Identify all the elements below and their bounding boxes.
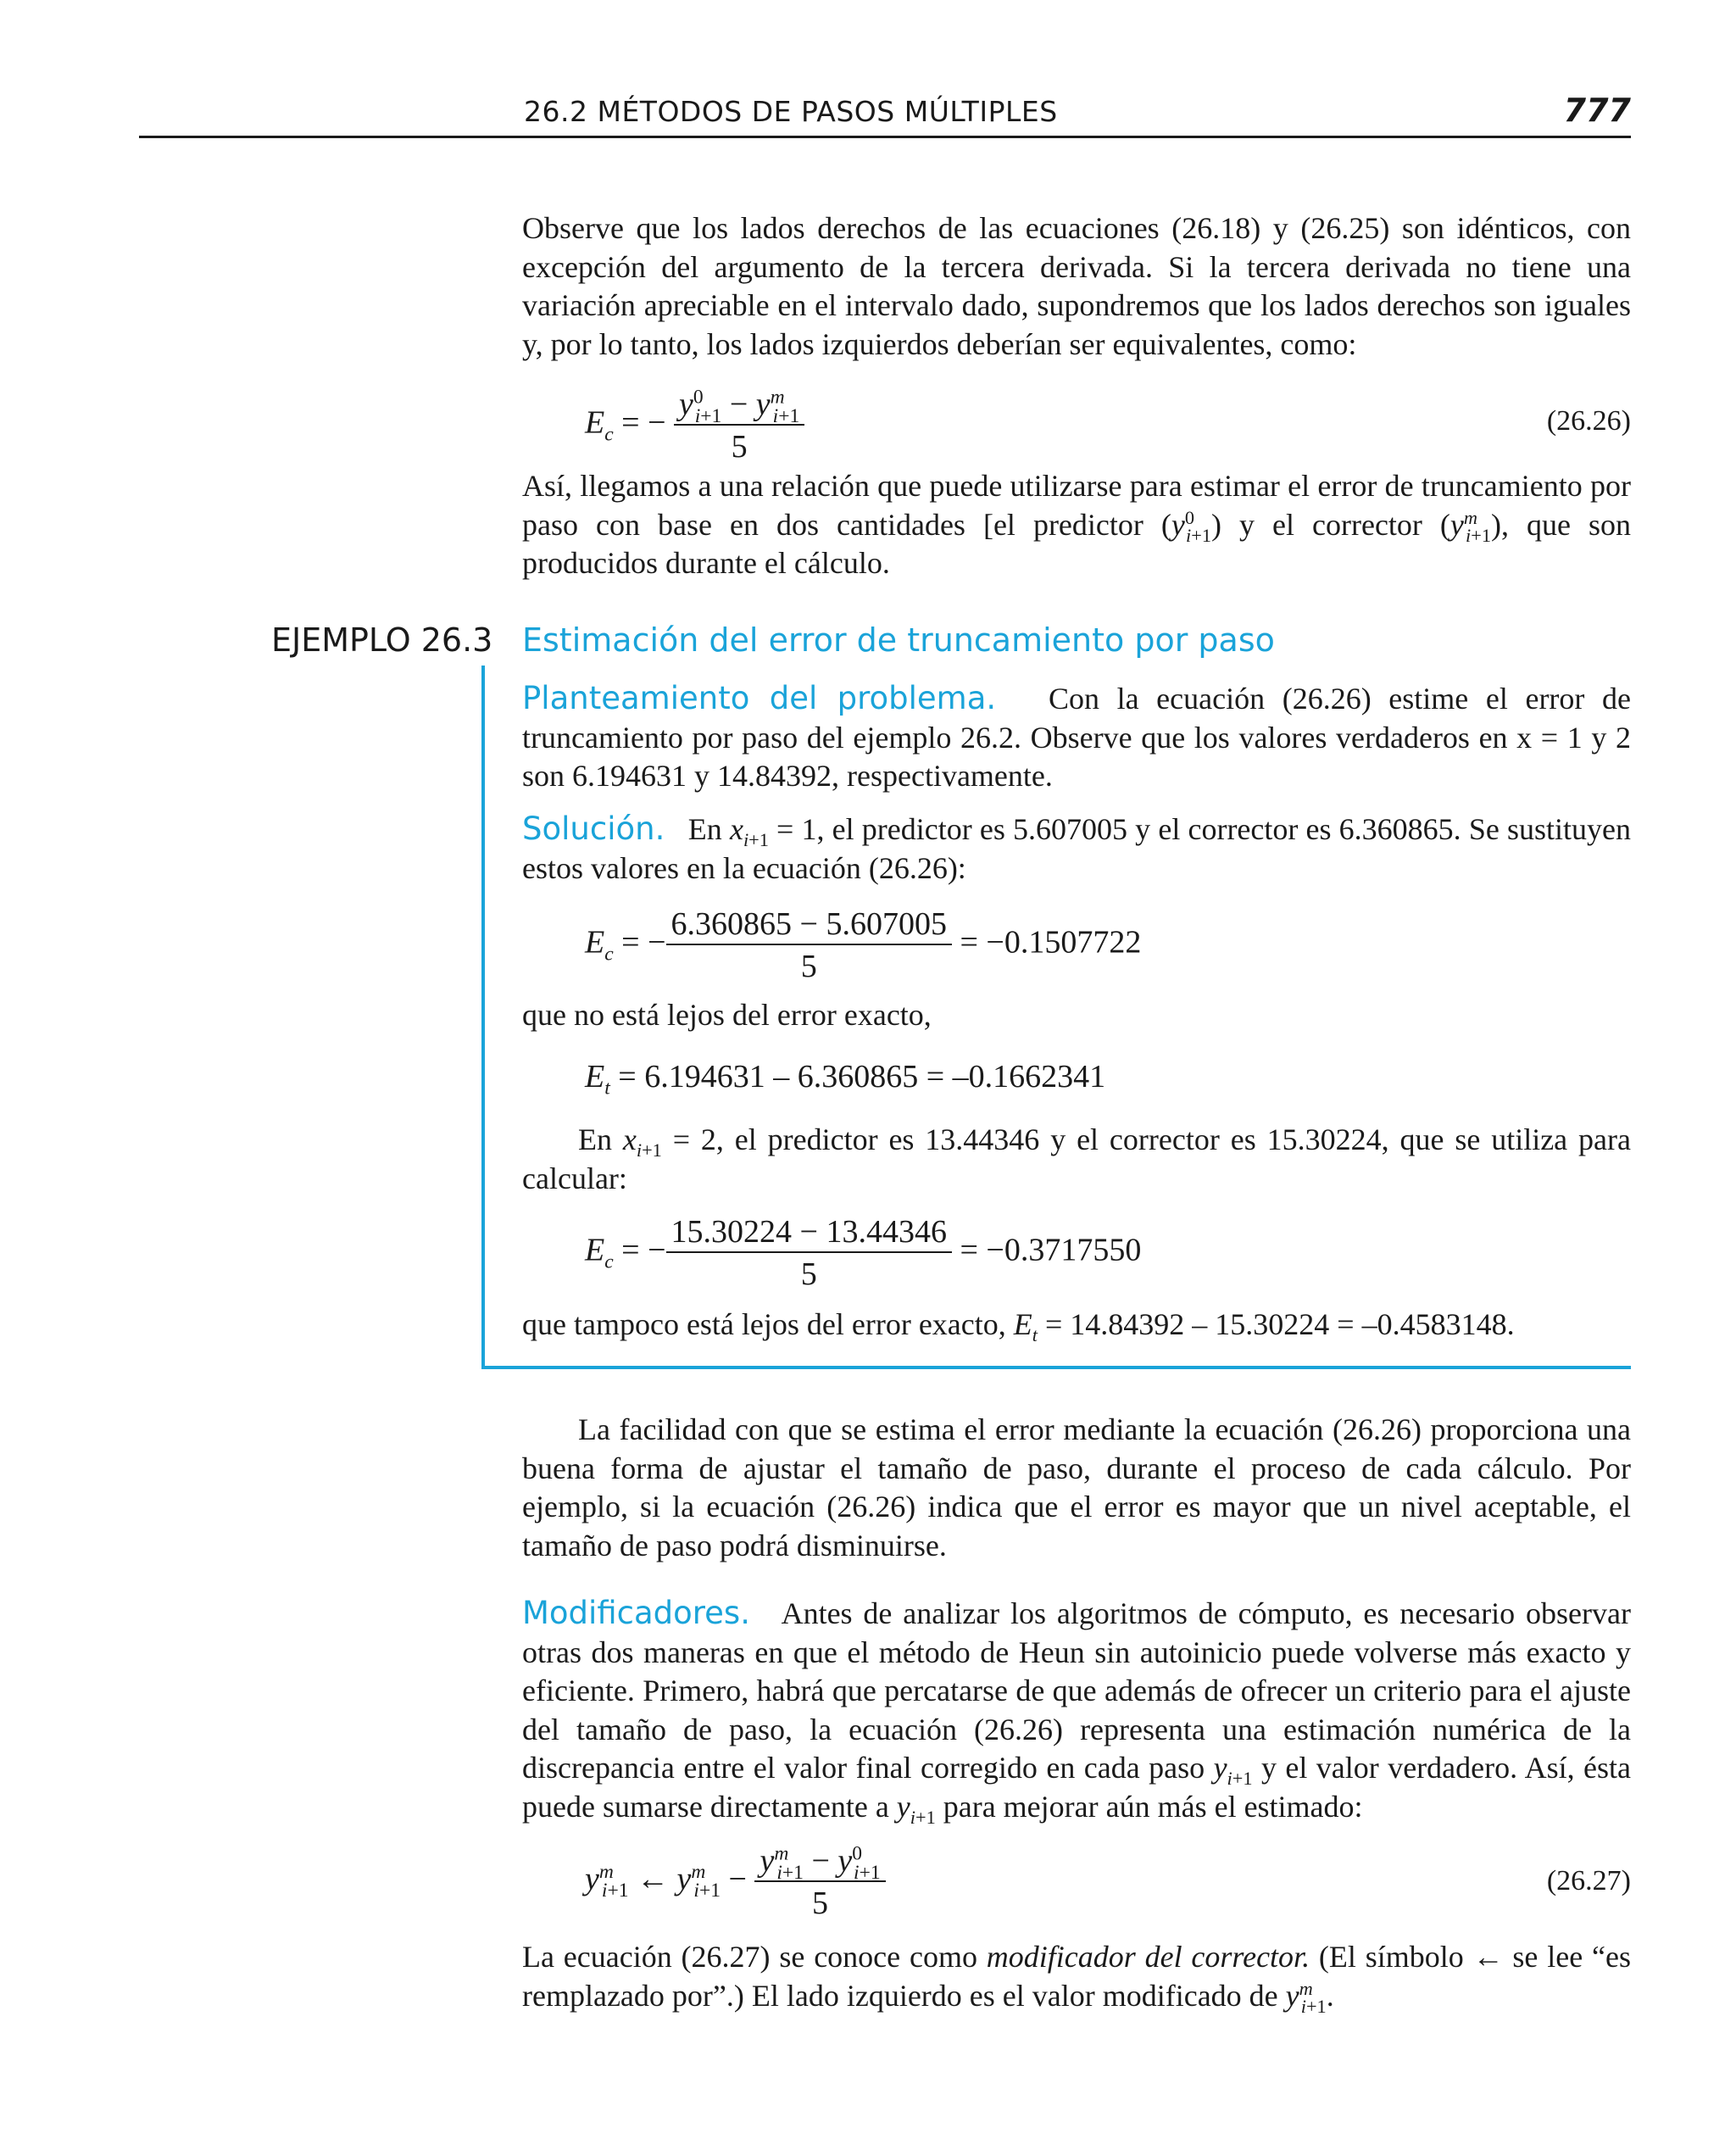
estimation-paragraph: Así, llegamos a una relación que puede utilizarse para estimar el error de truncamiento por paso con base en dos cantidades [el predictor $(y^0_{i+1})$ y el corrector $(y^m_{i+1})$, que son producidos durante el cálculo. — [522, 469, 1631, 580]
fraction: $\frac{6.360865 - 5.607005}{5}$ — [666, 908, 952, 983]
fraction: $\frac{15.30224 - 13.44346}{5}$ — [666, 1216, 952, 1290]
example-closing: que tampoco está lejos del error exacto, $E_t = 14.84392 - 15.30224 = -0.4583148$. — [522, 1307, 1515, 1346]
equation-26-27: $y^m_{i+1}$ ← $y^m_{i+1}$ − $\frac{y^m_{i+1} - y^0_{i+1}}{5}$ — [585, 1845, 886, 1919]
header-rule — [139, 136, 1631, 138]
problem-paragraph: Planteamiento del problema. Con la ecuación (26.26) estime el error de truncamiento por paso del ejemplo 26.2. Observe que los valores verdaderos en x = 1 y 2 son 6.194631 y 14.84392, respectivamente. — [522, 680, 1631, 793]
example-bottom-rule — [481, 1366, 1631, 1369]
solution-paragraph: Solución. En $x_{i+1} = 1$, el predictor es 5.607005 y el corrector es 6.360865. Se sustituyen estos valores en la ecuación (26.26): — [522, 810, 1631, 885]
equation-number-26-27: (26.27) — [1546, 1865, 1631, 1897]
step2-paragraph: En $x_{i+1} = 2$, el predictor es 13.44346 y el corrector es 15.30224, que se utiliza para calcular: — [522, 1122, 1631, 1195]
problem-heading: Planteamiento del problema. — [522, 680, 997, 716]
text-after-eq1: que no está lejos del error exacto, — [522, 998, 932, 1032]
equation-ec-1: $E_c$ = − $\frac{6.360865 - 5.607005}{5}$ = −0.1507722 — [585, 906, 1142, 984]
corrector-modifier-paragraph: La ecuación (26.27) se conoce como modificador del corrector. (El símbolo ← se lee “es remplazado por”.) El lado izquierdo es el valor modificado de $y^m_{i+1}$. — [522, 1940, 1631, 2017]
equation-ec-2: $E_c$ = − $\frac{15.30224 - 13.44346}{5}$ = −0.3717550 — [585, 1214, 1142, 1292]
fraction: $\frac{y^m_{i+1} - y^0_{i+1}}{5}$ — [754, 1845, 885, 1919]
example-title: Estimación del error de truncamiento por paso — [522, 621, 1275, 659]
equation-et-1: $E_t = 6.194631 - 6.360865 = -0.1662341$ — [585, 1059, 1106, 1100]
example-vertical-rule — [481, 666, 485, 1369]
fraction: $\frac{y^0_{i+1} - y^m_{i+1}}{5}$ — [674, 388, 804, 463]
intro-paragraph: Observe que los lados derechos de las ecuaciones (26.18) y (26.25) son idénticos, con excepción del argumento de la tercera derivada. Si la tercera derivada no tiene una variación apreciable en el intervalo dado, supondremos que los lados derechos son iguales y, por lo tanto, los lados izquierdos deberían ser equivalentes, como: — [522, 211, 1631, 361]
equation-number-26-26: (26.26) — [1546, 405, 1631, 437]
equation-26-26: $E_c$ = − $\frac{y^0_{i+1} - y^m_{i+1}}{5}$ — [585, 388, 804, 463]
solution-heading: Solución. — [522, 810, 665, 847]
step-size-paragraph: La facilidad con que se estima el error mediante la ecuación (26.26) proporciona una buena forma de ajustar el tamaño de paso, durante el proceso de cada cálculo. Por ejemplo, si la ecuación (26.26) indica que el error es mayor que un nivel aceptable, el tamaño de paso podrá disminuirse. — [522, 1412, 1631, 1562]
modifiers-heading: Modificadores. — [522, 1595, 750, 1631]
modifiers-paragraph: Modificadores. Antes de analizar los algoritmos de cómputo, es necesario observar otras dos maneras en que el método de Heun sin autoinicio puede volverse más exacto y eficiente. Primero, habrá que percatarse de que además de ofrecer un criterio para el ajuste del tamaño de paso, la ecuación (26.26) representa una estimación numérica de la discrepancia entre el valor final corregido en cada paso $y_{i+1}$ y el valor verdadero. Así, ésta puede sumarse directamente a $y_{i+1}$ para mejorar aún más el estimado: — [522, 1595, 1631, 1828]
running-head: 26.2 MÉTODOS DE PASOS MÚLTIPLES — [524, 95, 1058, 128]
example-label: EJEMPLO 26.3 — [271, 621, 493, 659]
page-number: 777 — [1563, 92, 1631, 129]
